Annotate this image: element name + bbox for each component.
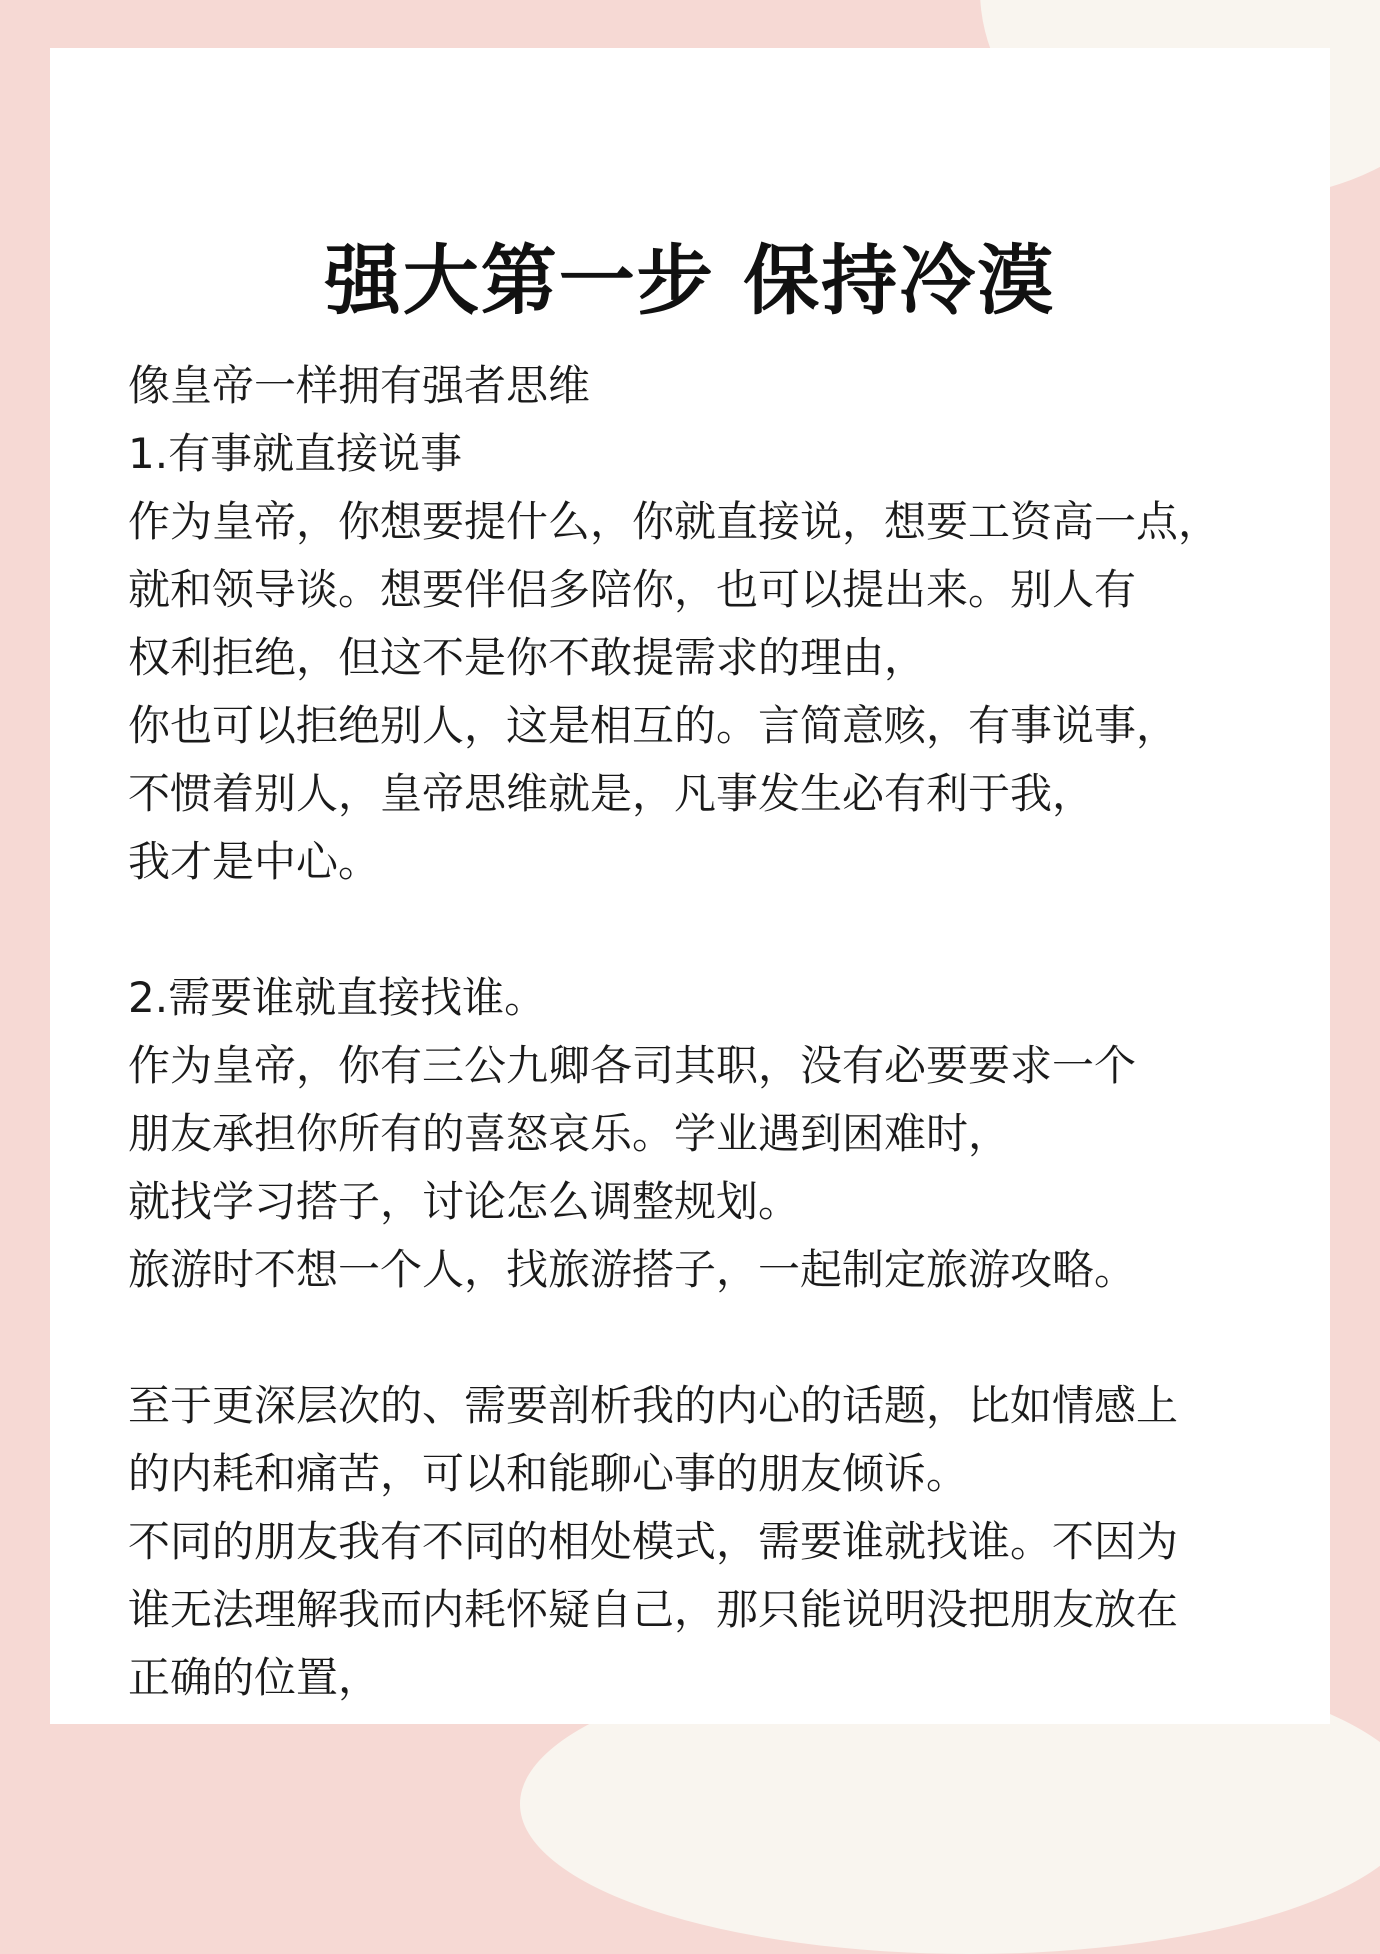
text-line: 作为皇帝，你有三公九卿各司其职，没有必要要求一个 — [128, 1041, 1137, 1090]
text-line: 你也可以拒绝别人，这是相互的。言简意赅，有事说事， — [128, 701, 1179, 750]
paragraph-spacer — [128, 896, 1308, 964]
text-line: 权利拒绝，但这不是你不敢提需求的理由， — [128, 633, 927, 682]
text-line: 谁无法理解我而内耗怀疑自己，那只能说明没把朋友放在 — [128, 1585, 1179, 1634]
text-line: 朋友承担你所有的喜怒哀乐。学业遇到困难时， — [128, 1109, 1011, 1158]
text-line: 正确的位置， — [128, 1653, 381, 1702]
article-body — [128, 352, 1308, 1712]
paragraph-3 — [128, 1372, 1308, 1712]
paragraph-2 — [128, 964, 1308, 1304]
paragraph-spacer — [128, 1304, 1308, 1372]
paragraph-1 — [128, 352, 1308, 896]
text-line: 我才是中心。 — [128, 837, 381, 886]
text-line: 就和领导谈。想要伴侣多陪你，也可以提出来。别人有 — [128, 565, 1137, 614]
text-line: 1.有事就直接说事 — [128, 429, 463, 478]
text-line: 旅游时不想一个人，找旅游搭子，一起制定旅游攻略。 — [128, 1245, 1137, 1294]
text-line: 的内耗和痛苦，可以和能聊心事的朋友倾诉。 — [128, 1449, 969, 1498]
text-line: 2.需要谁就直接找谁。 — [128, 973, 547, 1022]
text-line: 像皇帝一样拥有强者思维 — [128, 361, 591, 410]
text-line: 作为皇帝，你想要提什么，你就直接说，想要工资高一点， — [128, 497, 1221, 546]
text-line: 就找学习搭子，讨论怎么调整规划。 — [128, 1177, 801, 1226]
text-line: 不惯着别人，皇帝思维就是，凡事发生必有利于我， — [128, 769, 1095, 818]
text-line: 不同的朋友我有不同的相处模式，需要谁就找谁。不因为 — [128, 1517, 1179, 1566]
text-line: 至于更深层次的、需要剖析我的内心的话题，比如情感上 — [128, 1381, 1179, 1430]
page-title: 强大第一步 保持冷漠 — [324, 236, 1056, 325]
content-card — [50, 48, 1330, 1724]
